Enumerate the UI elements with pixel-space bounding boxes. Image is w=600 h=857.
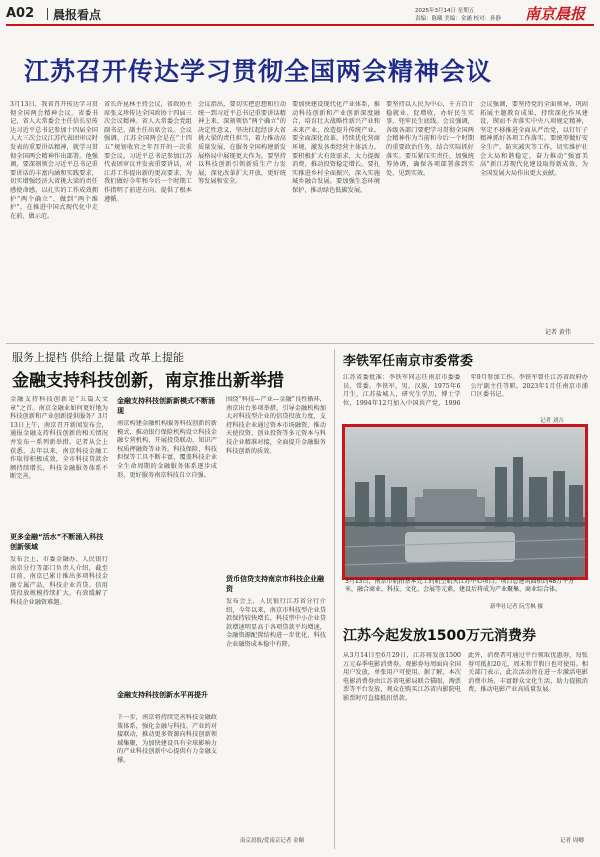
article1-column-3: 围绕“科技—产业—金融”良性循环，南京出台多项举措，引导金融机构加大对科技型企业的信贷投放力度，支持科技企业通过资本市场融资，推动天使投资、创业投资等多元资本与科技企业精准对接，全面提升金融服务科技创新的质效。 (226, 396, 326, 455)
article1-subhead-4: 货币信贷支持南京市科技企业融资 (226, 575, 324, 593)
article3-column-1: 从3月14日至6月29日，江苏将发放1500万元春季电影消费券。观影券每周面向全国用户发放，单张用户可使用。据了解，本次电影消费券由江苏省电影局联合猫眼、淘票票等平台发放，观众在购买江苏省内影院电影票时可直接抵扣票款。 (343, 652, 461, 702)
editor-line: 责编：陈曦 美编：金涵 校对：孙静 (415, 16, 501, 22)
section-title: 晨报看点 (53, 8, 102, 22)
article2-body: 江苏省委批准：李铁军同志任南京市委委员、常委。李铁军，男，汉族，1975年6月生，江苏盐城人，研究生学历，博士学位，1994年12月加入中国共产党，1996年9月参加工作。李铁军曾任江苏省政府办公厅副主任等职。2023年1月任南京市浦口区委书记。 (343, 374, 588, 407)
column-divider (334, 349, 335, 849)
article1-column-2b: 下一步，南京将持续完善科技金融政策体系，强化金融与科技、产业的对接联动，推动更多资源向科技创新领域集聚，为加快建设具有全球影响力的产业科技创新中心提供有力金融支撑。 (117, 714, 217, 764)
date-line: 2025年3月14日 星期五 (415, 8, 475, 14)
article1-column-2: 南京构建金融机构服务科技创新的新模式，推动银行保险机构设立科技金融专营机构，开展投贷联动、知识产权质押融资等业务。科技保险、科技担保等工具不断丰富，覆盖科技企业全生命周期的金融服务体系逐步成形，更好服务南京科技自立自强。 (117, 420, 217, 479)
article1-kicker: 服务上提档 供给上提量 改革上提能 (12, 351, 184, 364)
lead-column-3: 会议指出，要切实把思想和行动统一到习近平总书记重要讲话精神上来，深刻领悟“两个确立”的决定性意义，坚决扛起经济大省挑大梁的责任担当，着力推动高质量发展，在服务全国构建新发展格局中展现更大作为。要坚持以科技创新引领新质生产力发展，深化改革扩大开放，更好统筹发展和安全。 (198, 101, 286, 186)
article3-byline: 记者 周卿 (560, 838, 584, 844)
lead-column-2: 省长许昆林主持会议，省政协主席张义珍传达全国政协十四届三次会议精神。省人大常委会党组副书记、副主任出席会议。会议强调，江苏全国两会是在“十四五”规划收官之年召开的一次重要会议。习近平总书记参加江苏代表团审议并发表重要讲话，对江苏工作提出新的更高要求，为我们做好今年和今后一个时期工作指明了前进方向、提供了根本遵循。 (104, 101, 192, 203)
article1-column-1b: 发布会上，市委金融办、人民银行南京分行等部门负责人介绍，截至目前，南京已累计推出多项科技金融专属产品，科技企业首贷、信用贷投放规模持续扩大，有效缓解了科技企业融资难题。 (10, 556, 108, 606)
lead-headline: 江苏召开传达学习贯彻全国两会精神会议 (24, 57, 493, 86)
article1-subhead-2: 金融支持科技创新新模式不断涌现 (117, 397, 215, 415)
masthead-logo: 南京晨报 (525, 5, 586, 23)
article2-headline: 李铁军任南京市委常委 (343, 354, 474, 369)
lead-column-4: 要加快建设现代化产业体系，推动科技创新和产业创新深度融合，培育壮大战略性新兴产业和未来产业，改造提升传统产业。要全面深化改革，持续优化营商环境，激发各类经营主体活力。要积极扩大有效需求，大力提振消费，推动投资稳定增长。要扎实推进乡村全面振兴，深入实施城乡融合发展。要加强生态环境保护，推动绿色低碳发展。 (292, 101, 380, 194)
lead-column-1: 3月13日，我省召开传达学习贯彻全国两会精神会议。省委书记、省人大常委会主任信长星传达习近平总书记参加十四届全国人大三次会议江苏代表团审议时发表的重要讲话精神，就学习贯彻全国两会精神作出部署。他强调，要深刻领会习近平总书记重要讲话的丰富内涵和实践要求，切实增强经济大省挑大梁的责任感使命感，以扎实的工作成效拥护“两个确立”、做到“两个维护”，在推进中国式现代化中走在前、做示范。 (10, 101, 98, 220)
skyline-illustration (345, 427, 585, 577)
article1-headline: 金融支持科技创新，南京推出新举措 (12, 371, 284, 391)
article2-byline: 记者 刘吉 (540, 418, 564, 424)
article1-column-3b: 发布会上，人民银行江苏省分行介绍，今年以来，南京市科技型企业贷款保持较快增长，科技型中小企业贷款增速明显高于各项贷款平均增速，金融资源配置结构进一步优化，科技企业融资成本稳中有降。 (226, 598, 326, 648)
lead-column-6: 会议强调，要坚持党的全面领导，巩固拓展主题教育成果，持续深化作风建设，锲而不舍落实中央八项规定精神，坚定不移推进全面从严治党，以钉钉子精神抓好各项工作落实。要统筹做好安全生产、防灾减灾等工作，切实维护社会大局和谐稳定，奋力推动“强富美高”新江苏现代化建设取得新成效，为全国发展大局作出更大贡献。 (480, 101, 588, 177)
photo-caption: 3月13日，南京市航拍基本完工的航空航天江苏中心项目。项目总建筑面积约48万平方米，融合商业、科技、文化、会展等元素，建设后将成为产业聚集、商业综合体。 (345, 578, 575, 593)
section-divider (47, 8, 48, 20)
article1-column-1: 金融支持科技创新是“五篇大文章”之首。南京金融业如何更好地为科技创新和产业创新提供服务？3月13日上午，南京召开新闻发布会，通报金融支持科技创新的相关情况并发布一系列新举措。记者从会上获悉，去年以来，南京科技金融工作取得积极成效，全市科技贷款余额持续增长，科技金融服务体系不断完善。 (10, 396, 108, 481)
lead-column-5: 要坚持以人民为中心，千方百计稳就业、促增收，办好民生实事，兜牢民生底线。会议强调，各级各部门要把学习贯彻全国两会精神作为当前和今后一个时期的重要政治任务，结合实际抓好落实。要压紧压实责任，加强统筹协调，确保各项部署落到实处、见到实效。 (386, 101, 474, 177)
lead-byline: 记者 黄伟 (545, 329, 571, 336)
page-label: A02 (6, 6, 35, 21)
article1-subhead-3: 金融支持科技创新水平再提升 (117, 691, 208, 699)
photo-credit: 新华社记者 阮雪枫 摄 (490, 604, 543, 610)
article3-column-2: 此外，消费者可通过平台领取优惠券，每张券可抵扣20元，周末和节假日也可使用。相关部门表示，此次活动旨在进一步激活电影消费市场，丰富群众文化生活，助力提振消费，推动电影产业高质量发展。 (468, 652, 588, 694)
section-divider-line (6, 343, 594, 344)
header-rule (6, 24, 594, 26)
article1-subhead-1: 更多金融“活水”不断涌入科技创新领域 (10, 533, 104, 551)
article3-headline: 江苏今起发放1500万元消费券 (343, 628, 536, 644)
aerial-city-photo (342, 424, 588, 580)
article1-byline: 南京晨报/爱南京记者 金颐 (240, 838, 305, 844)
